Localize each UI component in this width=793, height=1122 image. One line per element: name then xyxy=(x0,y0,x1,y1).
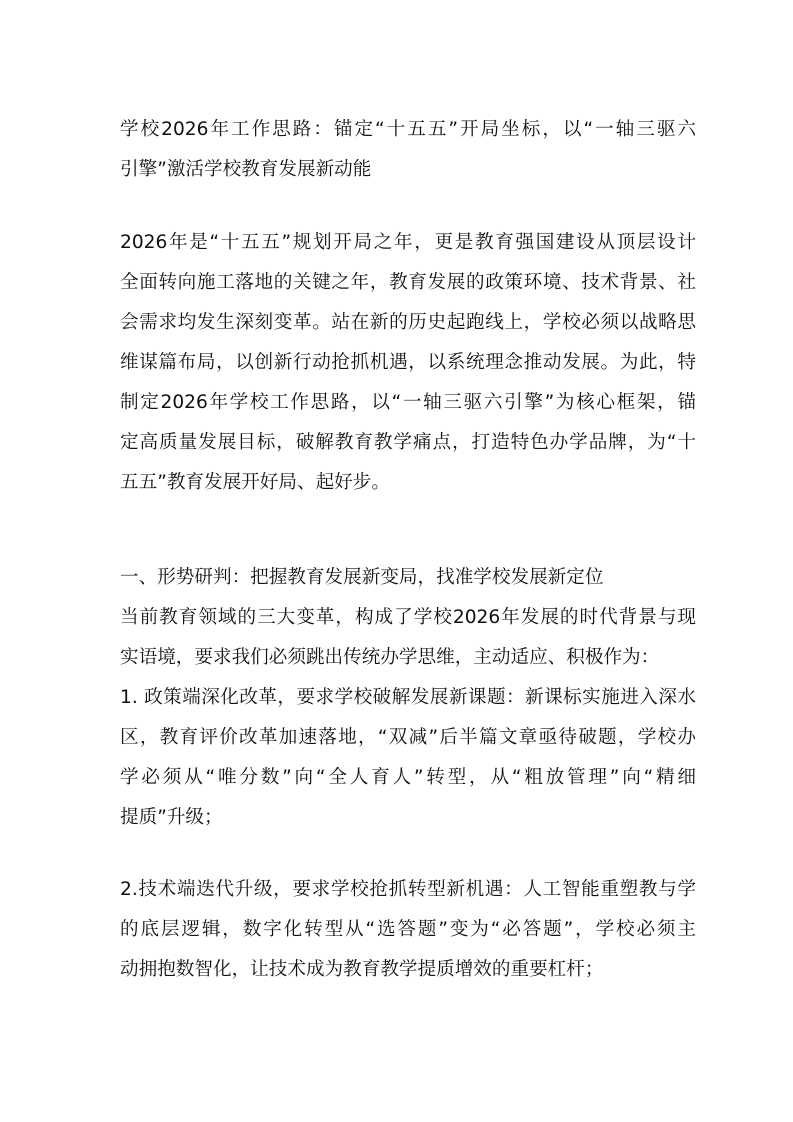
text-line: 1. 政策端深化改革，要求学校破解发展新课题：新课标实施进入深水 xyxy=(120,687,696,708)
text-line: 2026年是“十五五”规划开局之年，更是教育强国建设从顶层设计 xyxy=(120,232,696,253)
document-title xyxy=(120,110,696,190)
section-heading: 一、形势研判：把握教育发展新变局，找准学校发展新定位 xyxy=(120,567,604,588)
text-line: 会需求均发生深刻变革。站在新的历史起跑线上，学校必须以战略思 xyxy=(120,312,696,333)
section-1 xyxy=(120,558,696,838)
title-line: 学校2026年工作思路：锚定“十五五”开局坐标，以“一轴三驱六 xyxy=(120,119,696,140)
text-line: 全面转向施工落地的关键之年，教育发展的政策环境、技术背景、社 xyxy=(120,272,696,293)
text-line: 区，教育评价改革加速落地，“双减”后半篇文章亟待破题，学校办 xyxy=(120,727,696,748)
text-line: 定高质量发展目标，破解教育教学痛点，打造特色办学品牌，为“十 xyxy=(120,432,696,453)
text-line: 实语境，要求我们必须跳出传统办学思维，主动适应、积极作为： xyxy=(120,647,660,668)
text-line: 的底层逻辑，数字化转型从“选答题”变为“必答题”，学校必须主 xyxy=(120,919,696,940)
text-line: 五五”教育发展开好局、起好步。 xyxy=(120,472,390,493)
intro-paragraph xyxy=(120,223,696,503)
text-line: 动拥抱数智化，让技术成为教育教学提质增效的重要杠杆； xyxy=(120,959,604,980)
text-line: 维谋篇布局，以创新行动抢抓机遇，以系统理念推动发展。为此，特 xyxy=(120,352,696,373)
title-line: 引擎”激活学校教育发展新动能 xyxy=(120,159,372,180)
item-2-paragraph xyxy=(120,870,696,990)
text-line: 提质”升级； xyxy=(120,807,223,828)
text-line: 2.技术端迭代升级，要求学校抢抓转型新机遇：人工智能重塑教与学 xyxy=(120,879,696,900)
text-line: 学必须从“唯分数”向“全人育人”转型，从“粗放管理”向“精细 xyxy=(120,767,696,788)
text-line: 制定2026年学校工作思路，以“一轴三驱六引擎”为核心框架，锚 xyxy=(120,392,696,413)
text-line: 当前教育领域的三大变革，构成了学校2026年发展的时代背景与现 xyxy=(120,607,696,628)
